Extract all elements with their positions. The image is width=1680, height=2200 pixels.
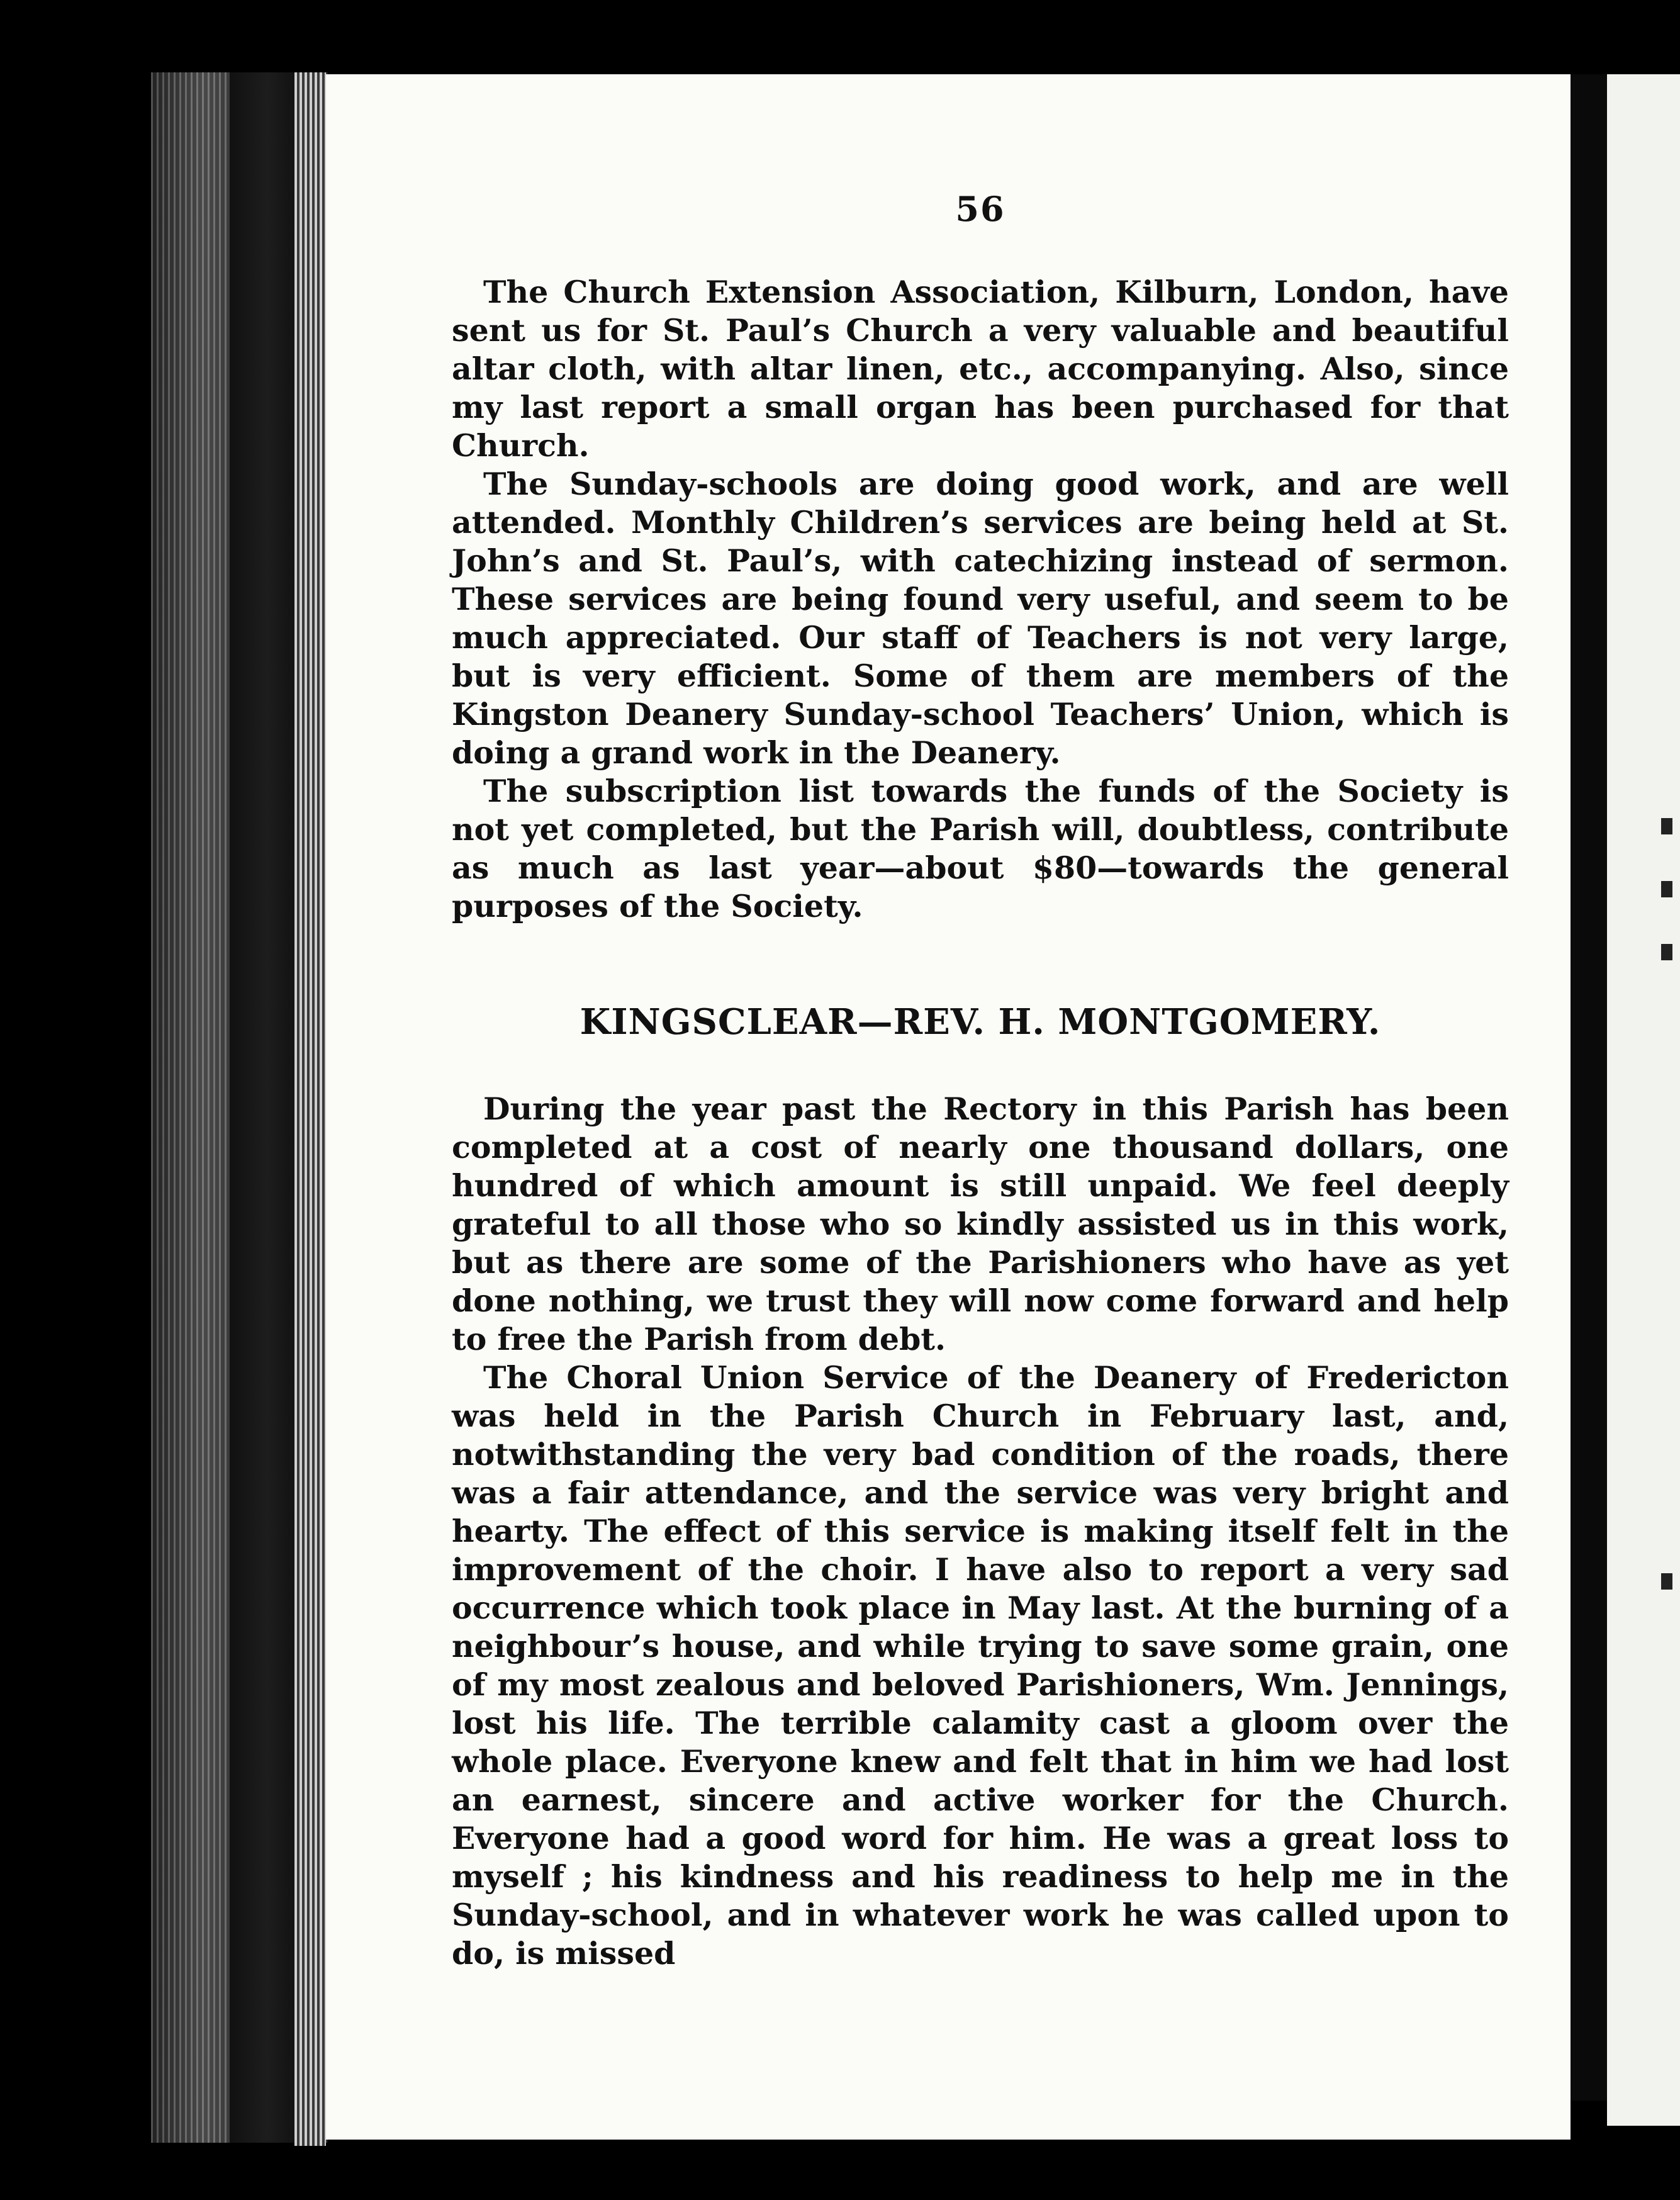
spine-shadow [230, 72, 305, 2143]
page-content [452, 189, 1509, 1973]
paragraph: During the year past the Rectory in this Parish has been completed at a cost of nearly one thousand dollars, one hundred of which amount is still unpaid. We feel deeply grateful to all those who so kindly assisted us in this work, but as there are some of the Parishioners who have as yet done nothing, we trust they will now come forward and help to free the Parish from debt. [452, 1091, 1509, 1357]
facing-page-mark [1661, 818, 1672, 834]
facing-page-edge [1607, 74, 1680, 2126]
paragraph: The subscription list towards the funds of the Society is not yet completed, but the Parish will, doubtless, contribute as much as last year—about $80—towards the general purposes of the Society. [452, 773, 1509, 924]
page-number: 56 [955, 189, 1005, 229]
page-edges [294, 72, 326, 2146]
paragraph: The Sunday-schools are doing good work, and are well attended. Monthly Children’s services are being held at St. John’s and St. Paul’s, with catechizing instead of sermon. These services are being found very useful, and seem to be much appreciated. Our staff of Teachers is not very large, but is very efficient. Some of them are members of the Kingston Deanery Sunday-school Teachers’ Union, which is doing a grand work in the Deanery. [452, 466, 1509, 771]
facing-page-mark [1661, 944, 1672, 960]
facing-page-mark [1661, 881, 1672, 897]
paragraph: The Church Extension Association, Kilburn, London, have sent us for St. Paul’s Church a very valuable and beautiful altar cloth, with altar linen, etc., accompanying. Also, since my last report a small organ has been purchased for that Church. [452, 274, 1509, 464]
paragraph: The Choral Union Service of the Deanery of Fredericton was held in the Parish Church in February last, and, notwithstanding the very bad condition of the roads, there was a fair attendance, and the service was very bright and hearty. The effect of this service is making itself felt in the improvement of the choir. I have also to report a very sad occurrence which took place in May last. At the burning of a neighbour’s house, and while trying to save some grain, one of my most zealous and beloved Parishioners, Wm. Jennings, lost his life. The terrible calamity cast a gloom over the whole place. Everyone knew and felt that in him we had lost an earnest, sincere and active worker for the Church. Everyone had a good word for him. He was a great loss to myself ; his kindness and his readiness to help me in the Sunday-school, and in whatever work he was called upon to do, is missed [452, 1359, 1509, 1972]
section-heading: KINGSCLEAR—REV. H. MONTGOMERY. [580, 1001, 1381, 1043]
gutter-shadow [1571, 74, 1607, 2101]
facing-page-mark [1661, 1573, 1672, 1590]
